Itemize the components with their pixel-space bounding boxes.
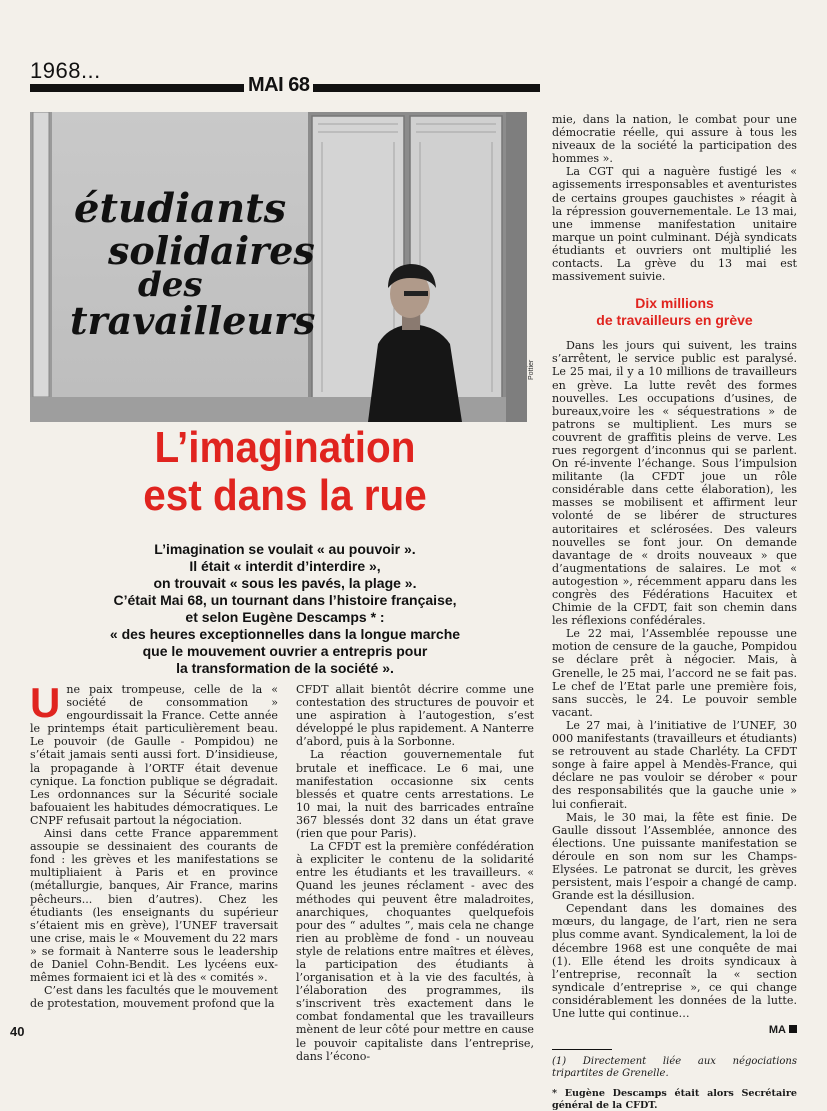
article-paragraph: Le 27 mai, à l’initiative de l’UNEF, 30 000 manifestants (travailleurs et étudiants) se retrouvent au stade Charléty. La CFDT songe à faire appel à Mendès-France, qui déclare ne pas vouloir se dérober « pour des responsabilités que la gauche unie » lui confierait. (552, 718, 797, 811)
lead-line: que le mouvement ouvrier a entrepris pour (142, 643, 428, 659)
lead-line: on trouvait « sous les pavés, la plage ». (153, 575, 417, 591)
lead-line: C’était Mai 68, un tournant dans l’histoire française, (113, 592, 457, 608)
article-paragraph: CFDT allait bientôt décrire comme une contestation des structures de pouvoir et une aspiration à l’autogestion, s’est développé le plus rapidement. A Nanterre d’abord, puis à la Sorbonne. (296, 683, 534, 749)
lead-line: « des heures exceptionnelles dans la longue marche (109, 626, 461, 642)
page-number: 40 (10, 1024, 25, 1039)
article-column-1 (30, 679, 278, 1053)
paragraph-text: ne paix trompeuse, celle de la « société de consommation » engourdissait la France. Cette année le printemps était particulièrement beau. Le pouvoir (de Gaulle - Pompidou) ne s’était jamais senti aussi fort. D’insidieuse, la propagande à l’ORTF était devenue cynique. La fonction publique se dégradait. Les ordonnances sur la Sécurité sociale bafouaient les habitudes démocratiques. Le CNPF refusait partout la négociation. (30, 683, 278, 827)
subheading (552, 295, 797, 329)
graffiti-photo-illustration (30, 112, 527, 422)
graffiti-line-3: des (138, 265, 203, 305)
author-signature (552, 1024, 797, 1037)
lead-line: L’imagination se voulait « au pouvoir ». (154, 541, 416, 557)
lead-line: et selon Eugène Descamps * : (185, 609, 385, 625)
article-paragraph: Le 22 mai, l’Assemblée repousse une motion de censure de la gauche, Pompidou se déclare prêt à négocier. Mais, à Grenelle, le 25 mai, l’accord ne se fait pas. Le chef de l’Etat parle une première fois, sans succès, le 24. Le pouvoir semble vacant. (552, 627, 797, 719)
lead-line: Il était « interdit d’interdire », (189, 558, 381, 574)
header-year: 1968... (30, 58, 101, 83)
header-section-tag: MAI 68 (244, 74, 313, 97)
footnote-rule (552, 1049, 612, 1050)
photo-credit: Pottier (528, 359, 535, 380)
headline-line-1: L’imagination (154, 423, 416, 472)
article-paragraph: Dans les jours qui suivent, les trains s’arrêtent, le service public est paralysé. Le 25 mai, il y a 10 millions de travailleurs en grève. La lutte revêt des formes nouvelles. Les occupations d’usines, de bureaux,voire les « séquestrations » de patrons se multiplient. Les murs se couvrent de graffitis pleins de verve. Les rues regorgent d’inconnus qui se parlent. On ré-invente l’échange. Sous l’impulsion militante (la CFDT joue un rôle considérable dans cette élaboration), les masses se mobilisent et affirment leur volonté de se libérer de structures autoritaires et sclérosées. Des valeurs nouvelles se font jour. On demande davantage de « droits nouveaux » que d’augmentations de salaires. Le mot « autogestion », récemment apparu dans les congrès des Fédérations Hacuitex et Chimie de la CFDT, fait son chemin dans les réflexions confédérales. (552, 339, 797, 628)
lead-line: la transformation de la société ». (176, 660, 394, 676)
subheading-line-1: Dix millions (635, 295, 714, 312)
subheading-line-2: de travailleurs en grève (596, 312, 753, 329)
footnote: (1) Directement liée aux négociations tripartites de Grenelle. (552, 1056, 797, 1080)
article-paragraph: La CGT qui a naguère fustigé les « agissements irresponsables et aventuristes de certains groupes gauchistes » réagit à la répression gouvernementale. Le 13 mai, une immense manifestation unitaire marque un point culminant. Déjà syndicats étudiants et ouvriers ont multiplié les contacts. La grève du 13 mai est massivement suivie. (552, 165, 797, 284)
author-note: * Eugène Descamps était alors Secrétaire général de la CFDT. (552, 1088, 797, 1111)
headline (50, 424, 519, 520)
article-paragraph: mie, dans la nation, le combat pour une démocratie réelle, qui assure à tous les niveaux de la société la participation des hommes ». (552, 113, 797, 166)
graffiti-photo (30, 112, 527, 422)
article-paragraph: Mais, le 30 mai, la fête est finie. De Gaulle dissout l’Assemblée, annonce des élections. Une puissante manifestation se déroule en son nom sur les Champs-Elysées. Le patronat se durcit, les grèves persistent, mais l’espoir a changé de camp. Grande est la désillusion. (552, 810, 797, 903)
graffiti-line-2: solidaires (108, 228, 315, 273)
article-paragraph: C’est dans les facultés que le mouvement de protestation, mouvement profond que la (30, 984, 278, 1011)
signature-initials: MA (768, 1024, 786, 1037)
graffiti-line-4: travailleurs (70, 298, 316, 343)
lead-paragraph (30, 541, 540, 677)
graffiti-line-1: étudiants (74, 185, 287, 232)
article-column-2 (296, 683, 534, 1063)
drop-cap: U (30, 679, 61, 726)
article-column-3 (552, 113, 797, 1111)
article-paragraph: Cependant dans les domaines des mœurs, du langage, de l’art, rien ne sera plus comme avant. Syndicalement, la loi de décembre 1968 est une conquête de mai (1). Elle étend les droits syndicaux à l’entreprise, reconnaît la « section syndicale d’entreprise », ce qui change considérablement les données de la lutte. Une lutte qui continue… (552, 902, 797, 1020)
article-paragraph: La CFDT est la première confédération à expliciter le contenu de la solidarité entre les étudiants et les travailleurs. « Quand les jeunes réclament - avec des méthodes qui peuvent être maladroites, anarchiques, choquantes quelquefois pour des “ adultes ”, mais cela ne change rien au problème de fond - un nouveau style de relations entre maîtres et élèves, la participation des étudiants à l’organisation et à la vie des facultés, à l’élaboration des programmes, ils s’inscrivent très exactement dans le combat fondamental que les travailleurs mènent de leur côté pour mettre en cause le pouvoir capitaliste dans l’entreprise, dans l’écono- (296, 840, 534, 1063)
article-paragraph: Ainsi dans cette France apparemment assoupie se dessinaient des courants de fond : les grèves et les manifestations se multipliaient à Paris et en province (métallurgie, banques, Air France, marins pêcheurs... bien d’autres). Chez les étudiants (les enseignants du supérieur s’étaient mis en grève), l’UNEF traversait une crise, mais le « Mouvement du 22 mars » se formait à Nanterre sous le leadership de Daniel Cohn-Bendit. Les lycéens eux-mêmes formaient ici et là des « comités ». (30, 827, 278, 985)
article-paragraph: La réaction gouvernementale fut brutale et inefficace. Le 6 mai, une manifestation occasionne six cents blessés et quatre cents arrestations. Le 10 mai, la nuit des barricades entraîne 367 blessés dont 32 dans un état grave (rien que pour Paris). (296, 748, 534, 841)
headline-line-2: est dans la rue (143, 471, 427, 520)
end-mark-icon (789, 1025, 797, 1033)
article-paragraph (30, 679, 278, 827)
